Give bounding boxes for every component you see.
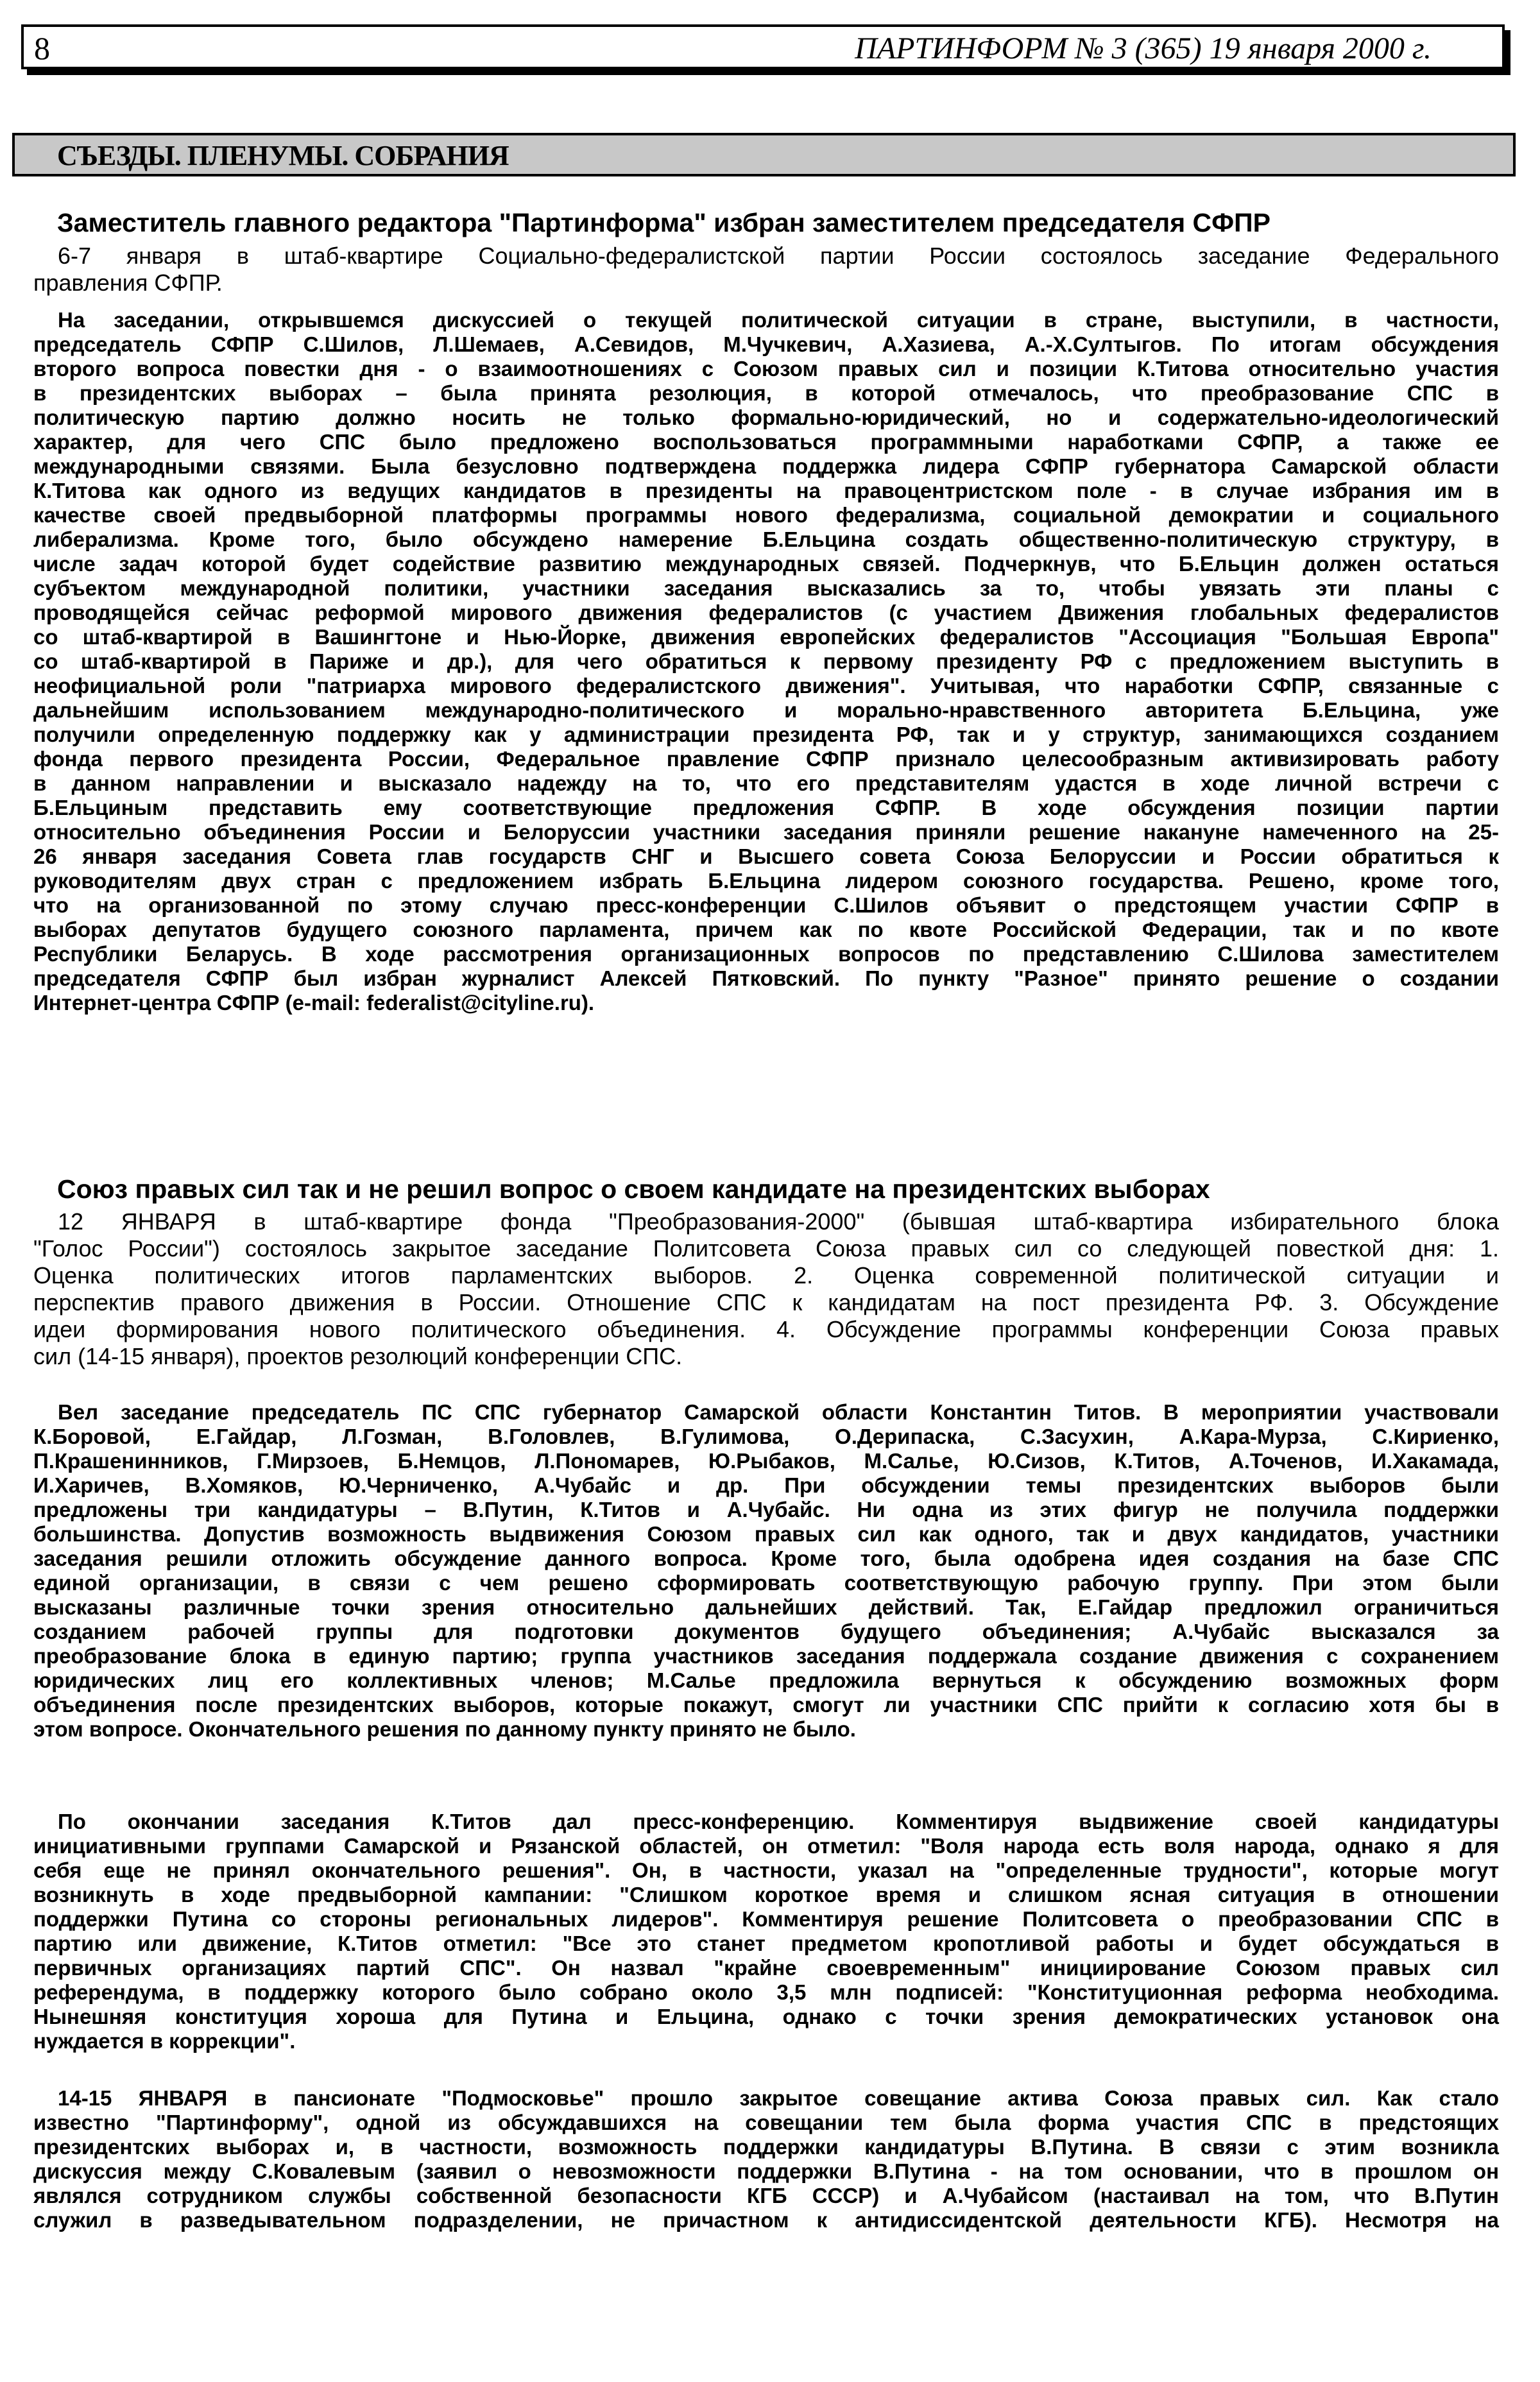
article2-paragraph-a [33,1400,1499,1742]
text-line: со штаб-квартирой в Вашингтоне и Нью-Йорке, движения европейских федералистов "Ассоциация "Большая Европа" [33,625,1499,649]
text-line: в президентских выборах – была принята резолюция, в которой отмечалось, что преобразование СПС в [33,381,1499,405]
text-line: единой организации, в связи с чем решено сформировать соответствующую рабочую группу. При этом были [33,1571,1499,1595]
text-line: Республики Беларусь. В ходе рассмотрения организационных вопросов по представлению С.Шилова заместителем [33,942,1499,966]
text-line: известно "Партинформу", одной из обсуждавшихся на совещании тем была форма участия СПС в предстоящих [33,2111,1499,2134]
text-line: сил (14-15 января), проектов резолюций конференции СПС. [33,1343,683,1369]
text-line: Оценка политических итогов парламентских выборов. 2. Оценка современной политической ситуации и [33,1262,1499,1289]
text-line: выборах депутатов будущего союзного парламента, причем как по квоте Российской Федерации, так и по квоте [33,918,1499,941]
text-line: объединения после президентских выборов, которые покажут, смогут ли участники СПС прийти к согласию хотя бы в [33,1693,1499,1717]
text-line: Нынешняя конституция хороша для Путина и Ельцина, однако с точки зрения демократических установок она [33,2005,1499,2028]
text-line: инициативными группами Самарской и Рязанской областей, он отметил: "Воля народа есть воля народа, однако я для [33,1834,1499,1858]
article2-lead [33,1208,1499,1370]
text-line: дальнейшим использованием международно-политического и морально-нравственного авторитета Б.Ельцина, уже [33,698,1499,722]
article2-paragraph-b [33,1810,1499,2053]
text-line: неофициальной роли "патриарха мирового федералистского движения". Учитывая, что наработки СФПР, связанные с [33,674,1499,698]
text-line: По окончании заседания К.Титов дал пресс-конференцию. Комментируя выдвижение своей кандидатуры [58,1810,1499,1833]
text-line: правления СФПР. [33,270,223,296]
text-line: К.Титова как одного из ведущих кандидатов в президенты на правоцентристском поле - в случае избрания им в [33,479,1499,502]
article1-lead [33,243,1499,296]
text-line: 26 января заседания Совета глав государств СНГ и Высшего совета Союза Белоруссии и России обратиться к [33,844,1499,868]
text-line: Интернет-центра СФПР (e-mail: federalist@cityline.ru). [33,991,595,1015]
issue-info: ПАРТИНФОРМ № 3 (365) 19 января 2000 г. [855,31,1432,65]
text-line: субъектом международной политики, участники заседания высказались за то, чтобы увязать эти планы с [33,576,1499,600]
text-line: служил в разведывательном подразделении, не причастном к антидиссидентской деятельности КГБ). Несмотря на [33,2208,1499,2232]
section-title: СЪЕЗДЫ. ПЛЕНУМЫ. СОБРАНИЯ [57,140,509,171]
text-line: Б.Ельциным представить ему соответствующие предложения СФПР. В ходе обсуждения позиции партии [33,796,1499,819]
text-line: возникнуть в ходе предвыборной кампании: "Слишком короткое время и слишком ясная ситуация в отношении [33,1883,1499,1906]
text-line: фонда первого президента России, Федеральное правление СФПР признало целесообразным активизировать работу [33,747,1499,771]
text-line: первичных организациях партий СПС". Он назвал "крайне своевременным" инициирование Союзом правых сил [33,1956,1499,1980]
text-line: И.Харичев, В.Хомяков, Ю.Черниченко, А.Чубайс и др. При обсуждении темы президентских выборов были [33,1473,1499,1497]
text-line: "Голос России") состоялось закрытое заседание Политсовета Союза правых сил со следующей повесткой дня: 1. [33,1235,1499,1262]
text-line: международными связями. Была безусловно подтверждена поддержка лидера СФПР губернатора Самарской области [33,454,1499,478]
text-line: преобразование блока в единую партию; группа участников заседания поддержала создание движения с сохранением [33,1644,1499,1668]
text-line: являлся сотрудником службы собственной безопасности КГБ СССР) и А.Чубайсом (настаивал на том, что В.Путин [33,2184,1499,2207]
text-line: юридических лиц его коллективных членов; М.Салье предложила вернуться к обсуждению возможных форм [33,1668,1499,1692]
text-line: президентских выборах и, в частности, возможность поддержки кандидатуры В.Путина. В связи с этим возникла [33,2135,1499,2159]
text-line: дискуссия между С.Ковалевым (заявил о невозможности поддержки В.Путина - на том основании, что в прошлом он [33,2159,1499,2183]
text-line: качестве своей предвыборной платформы программы нового федерализма, социальной демократии и социального [33,503,1499,527]
text-line: предложены три кандидатуры – В.Путин, К.Титов и А.Чубайс. Ни одна из этих фигур не получила поддержки [33,1498,1499,1521]
text-line: перспектив правого движения в России. Отношение СПС к кандидатам на пост президента РФ. 3. Обсуждение [33,1289,1499,1315]
article1-title: Заместитель главного редактора "Партинформа" избран заместителем председателя СФПР [57,208,1270,237]
text-line: заседания решили отложить обсуждение данного вопроса. Кроме того, была одобрена идея создания на базе СПС [33,1547,1499,1570]
text-line: характер, для чего СПС было предложено воспользоваться программными наработками СФПР, а также ее [33,430,1499,454]
text-line: проводящейся сейчас реформой мирового движения федералистов (с участием Движения глобальных федералистов [33,601,1499,624]
article2-title: Союз правых сил так и не решил вопрос о своем кандидате на президентских выборах [57,1174,1210,1204]
article2-paragraph-c [33,2086,1499,2232]
text-line: П.Крашенинников, Г.Мирзоев, Б.Немцов, Л.Пономарев, Ю.Рыбаков, М.Салье, Ю.Сизов, К.Титов, А.Точенов, И.Хакамада, [33,1449,1499,1473]
text-line: председатель СФПР С.Шилов, Л.Шемаев, А.Севидов, М.Чучкевич, А.Хазиева, А.-Х.Султыгов. По итогам обсуждения [33,332,1499,356]
text-line: 12 ЯНВАРЯ в штаб-квартире фонда "Преобразования-2000" (бывшая штаб-квартира избирательного блока [58,1208,1499,1235]
page-number: 8 [34,30,50,66]
text-line: себя еще не принял окончательного решения". Он, в частности, указал на "определенные трудности", которые могут [33,1858,1499,1882]
text-line: политическую партию должно носить не только формально-юридический, но и содержательно-идеологический [33,406,1499,429]
text-line: Вел заседание председатель ПС СПС губернатор Самарской области Константин Титов. В мероприятии участвовали [58,1400,1499,1424]
text-line: получили определенную поддержку как у администрации президента РФ, так и у структур, занимающихся созданием [33,723,1499,746]
text-line: руководителям двух стран с предложением избрать Б.Ельцина лидером союзного государства. Решено, кроме того, [33,869,1499,893]
text-line: партию или движение, К.Титов отметил: "Все это станет предметом кропотливой работы и будет обсуждаться в [33,1932,1499,1955]
text-line: большинства. Допустив возможность выдвижения Союзом правых сил как одного, так и двух кандидатов, участники [33,1522,1499,1546]
text-line: 6-7 января в штаб-квартире Социально-федералистской партии России состоялось заседание Федерального [58,243,1499,269]
text-line: высказаны различные точки зрения относительно дальнейших действий. Так, Е.Гайдар предложил ограничиться [33,1595,1499,1619]
text-line: поддержки Путина со стороны региональных лидеров". Комментируя решение Политсовета о преобразовании СПС в [33,1907,1499,1931]
text-line: созданием рабочей группы для подготовки документов будущего объединения; А.Чубайс высказался за [33,1620,1499,1643]
text-line: в данном направлении и высказало надежду на то, что его представителям удастся в ходе личной встречи с [33,771,1499,795]
text-line: идеи формирования нового политического объединения. 4. Обсуждение программы конференции Союза правых [33,1316,1499,1342]
text-line: нуждается в коррекции". [33,2029,296,2053]
section-banner [12,133,1516,176]
text-line: либерализма. Кроме того, было обсуждено намерение Б.Ельцина создать общественно-политическую структуру, в [33,527,1499,551]
text-line: К.Боровой, Е.Гайдар, Л.Гозман, В.Головлев, В.Гулимова, О.Дерипаска, С.Засухин, А.Кара-Мурза, С.Кириенко, [33,1425,1499,1448]
text-line: числе задач которой будет содействие развитию международных связей. Подчеркнув, что Б.Ельцин должен остаться [33,552,1499,576]
text-line: 14-15 ЯНВАРЯ в пансионате "Подмосковье" прошло закрытое совещание актива Союза правых сил. Как стало [58,2086,1499,2110]
text-line: На заседании, открывшемся дискуссией о текущей политической ситуации в стране, выступили, в частности, [58,308,1499,332]
article1-body [33,308,1499,1015]
text-line: со штаб-квартирой в Париже и др.), для чего обратиться к первому президенту РФ с предложением выступить в [33,649,1499,673]
text-line: второго вопроса повестки дня - о взаимоотношениях с Союзом правых сил и позиции К.Титова относительно участия [33,357,1499,381]
text-line: председателя СФПР был избран журналист Алексей Пятковский. По пункту "Разное" принято решение о создании [33,966,1499,990]
text-line: что на организованной по этому случаю пресс-конференции С.Шилов объявит о предстоящем участии СФПР в [33,893,1499,917]
page-header [21,24,1505,69]
text-line: относительно объединения России и Белоруссии участники заседания приняли решение накануне намеченного на 25- [33,820,1499,844]
text-line: этом вопросе. Окончательного решения по данному пункту принято не было. [33,1717,856,1741]
text-line: референдума, в поддержку которого было собрано около 3,5 млн подписей: "Конституционная реформа необходима. [33,1980,1499,2004]
